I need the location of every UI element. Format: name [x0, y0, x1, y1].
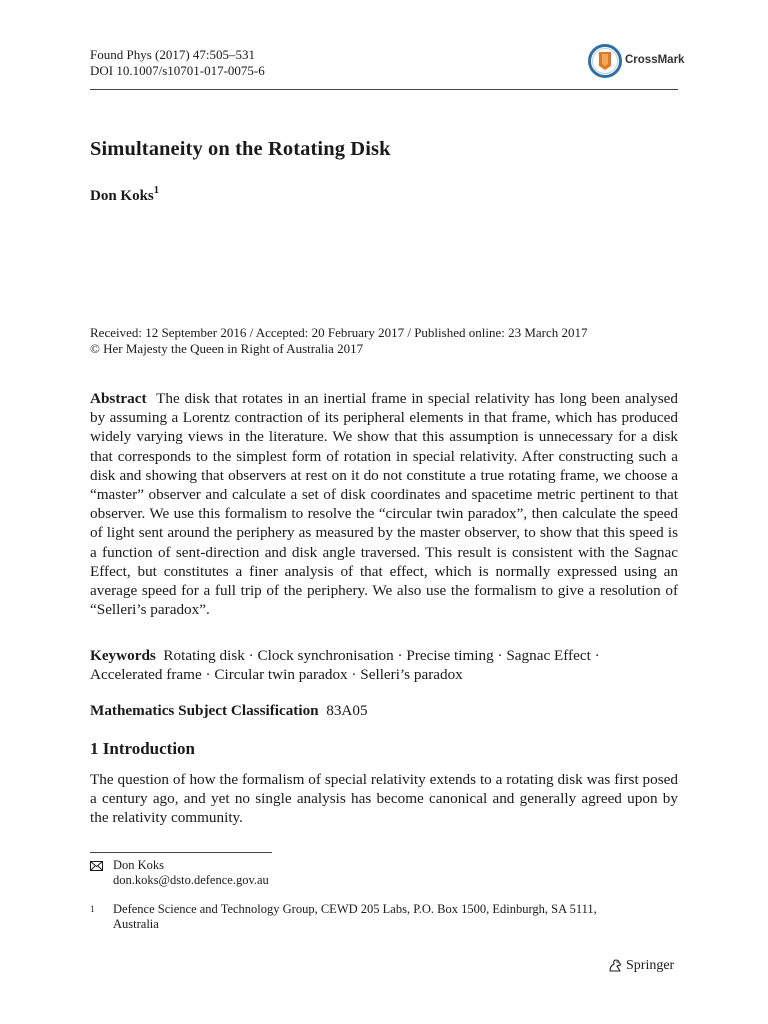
publication-history [90, 325, 680, 357]
doi-line[interactable]: DOI 10.1007/s10701-017-0075-6 [90, 63, 265, 78]
msc-block [90, 702, 368, 720]
keywords-line-2: Accelerated frame · Circular twin paradox · Selleri’s paradox [90, 666, 463, 684]
journal-citation [90, 47, 265, 79]
article-title: Simultaneity on the Rotating Disk [90, 138, 391, 160]
author-name[interactable]: Don Koks [90, 188, 154, 204]
author-affiliation-mark[interactable]: 1 [153, 185, 160, 196]
abstract-label: Abstract [90, 390, 147, 407]
crossmark-badge[interactable] [588, 44, 685, 78]
keywords-line-1: Rotating disk · Clock synchronisation · Precise timing · Sagnac Effect · [163, 647, 600, 664]
springer-horse-icon [607, 958, 623, 974]
author-line [90, 186, 159, 205]
msc-value: 83A05 [326, 702, 368, 719]
envelope-icon [90, 861, 103, 871]
intro-paragraph: The question of how the formalism of special relativity extends to a rotating disk was first posed a century ago, and yet no single analysis has become canonical and generally agreed upon by the relativity community. [90, 771, 678, 827]
history-dates: Received: 12 September 2016 / Accepted: 20 February 2017 / Published online: 23 March 2017 [90, 325, 588, 340]
contact-name: Don Koks [113, 858, 165, 872]
copyright-line: © Her Majesty the Queen in Right of Australia 2017 [90, 341, 364, 356]
affiliation-line-2: Australia [113, 917, 159, 931]
section-heading: 1 Introduction [90, 739, 196, 758]
affiliation-line-1: Defence Science and Technology Group, CEWD 205 Labs, P.O. Box 1500, Edinburgh, SA 5111, [113, 902, 597, 916]
keywords-block [90, 646, 690, 684]
header-divider [90, 89, 678, 90]
publisher-name: Springer [626, 958, 675, 973]
crossmark-label: CrossMark [625, 54, 685, 66]
abstract-block [90, 389, 678, 619]
affiliation-footnote-mark: 1 [90, 904, 95, 914]
keywords-label: Keywords [90, 647, 156, 664]
footnote-divider [90, 852, 272, 853]
contact-email[interactable]: don.koks@dsto.defence.gov.au [113, 873, 269, 887]
journal-line: Found Phys (2017) 47:505–531 [90, 47, 256, 62]
abstract-text: The disk that rotates in an inertial frame in special relativity has long been analysed by assuming a Lorentz contraction of its peripheral elements in that frame, which has produced widely varying views in the literature. We show that this assumption is unnecessary for a disk that corresponds to the simplest form of rotation in special relativity. After constructing such a disk and showing that observers at rest on it do not constitute a true rotating frame, we choose a “master” observer and calculate a set of disk coordinates and spacetime metric pertinent to that observer. We use this formalism to resolve the “circular twin paradox”, then calculate the speed of light sent around the periphery as measured by the master observer, to show that this speed is a function of sent-direction and disk angle traversed. This result is consistent with the Sagnac Effect, but constitutes a finer analysis of that effect, which is normally expressed using an average speed for a full trip of the periphery. We also use the formalism to give a resolution of “Selleri’s paradox”. [90, 390, 678, 619]
crossmark-icon [588, 44, 622, 78]
msc-label: Mathematics Subject Classification [90, 702, 319, 719]
